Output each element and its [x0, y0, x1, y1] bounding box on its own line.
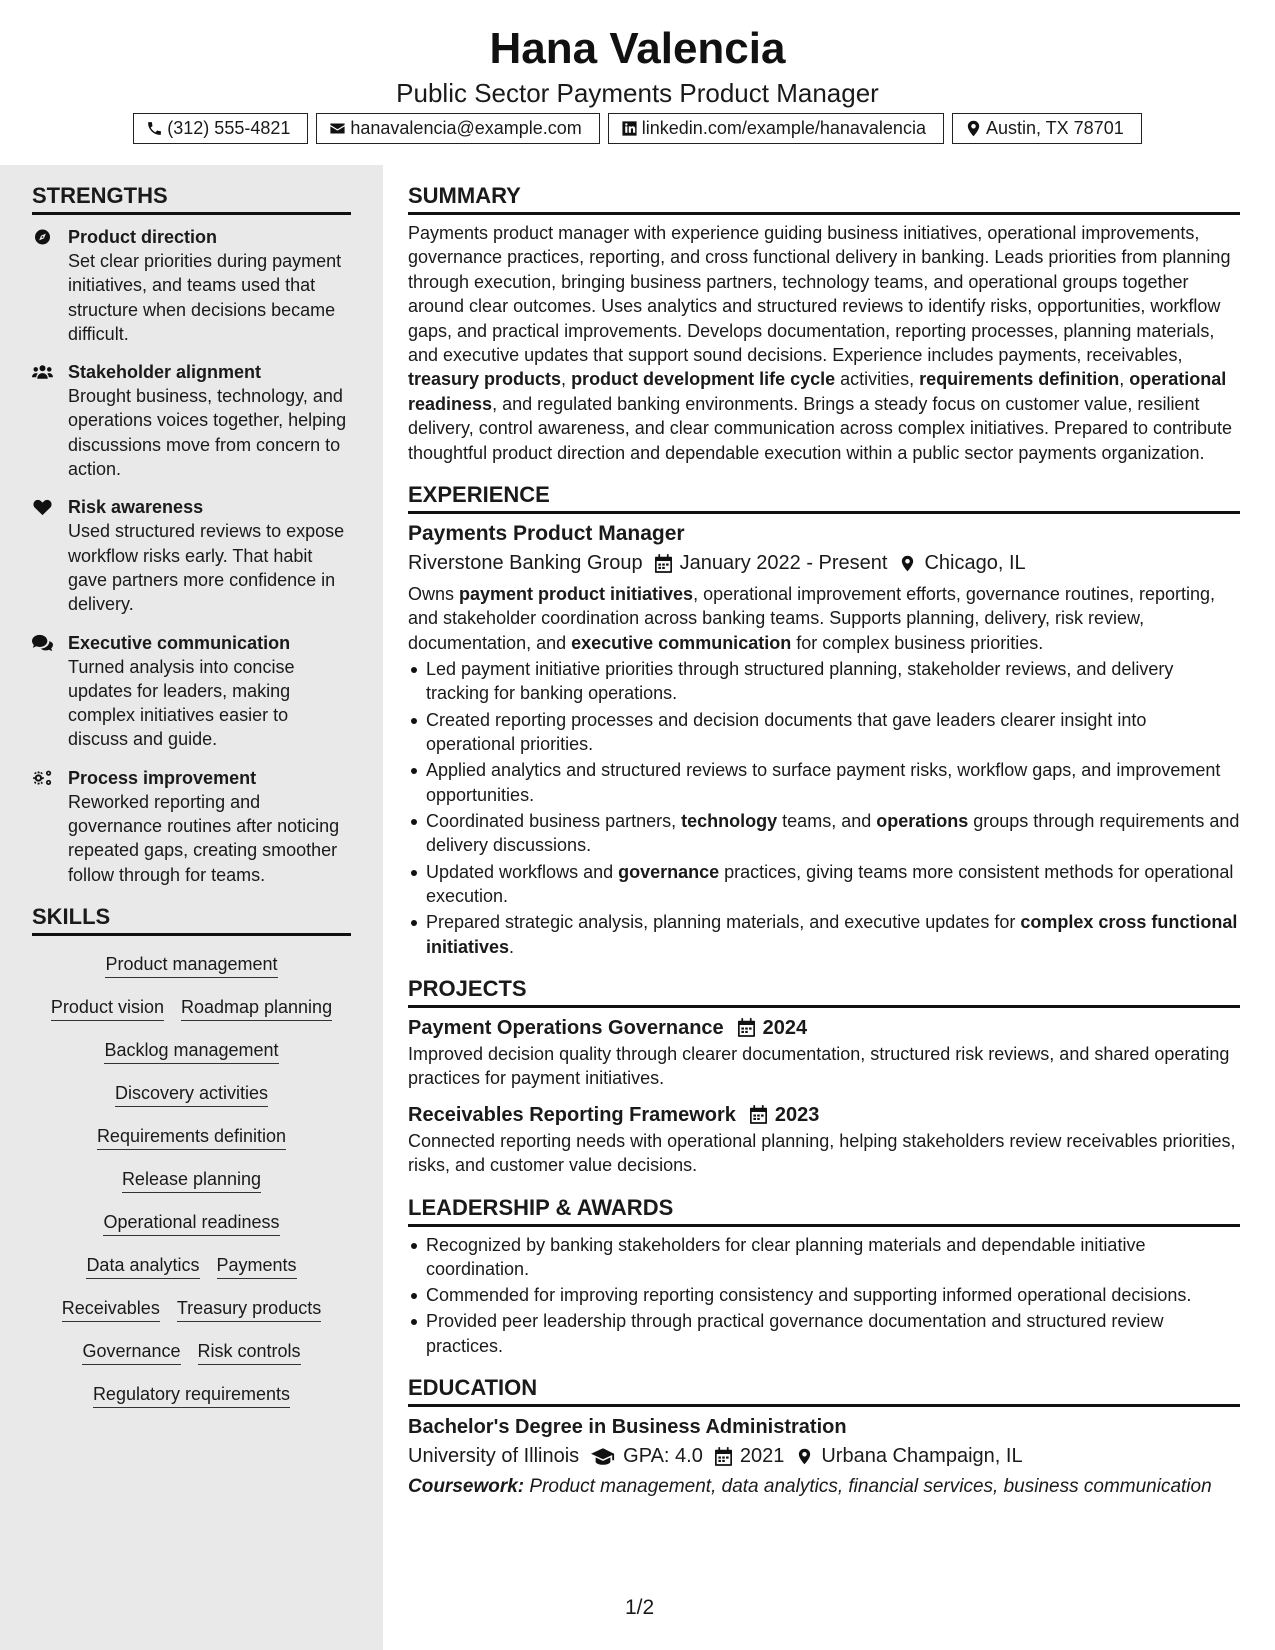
project-year: 2023 — [774, 1103, 820, 1126]
skill-tag: Data analytics — [86, 1253, 199, 1279]
experience-heading: EXPERIENCE — [408, 479, 1240, 514]
gpa: GPA: 4.0 — [623, 1445, 703, 1468]
text-segment: Owns — [408, 584, 460, 605]
bold-text: governance — [618, 861, 720, 882]
skill-tag: Operational readiness — [103, 1210, 279, 1236]
text-segment: teams, and — [777, 810, 877, 831]
project-description: Improved decision quality through clearer documentation, structured risk reviews, and shared operating practices for payment initiatives. — [408, 1043, 1230, 1089]
job-bullets — [408, 657, 1240, 959]
summary-section — [408, 180, 1240, 465]
skill-row — [32, 1382, 351, 1408]
strength-title: Product direction — [68, 227, 218, 247]
skills-heading: SKILLS — [32, 901, 351, 936]
strength-item — [32, 766, 351, 887]
skill-row — [32, 995, 351, 1021]
text-segment: Applied analytics and structured reviews to surface payment risks, workflow gaps, and improvement opportunities. — [426, 760, 1221, 805]
skill-tag: Treasury products — [177, 1296, 321, 1322]
job-bullet — [408, 809, 1240, 858]
bold-text: requirements definition — [919, 369, 1120, 390]
bold-text: operational readiness — [408, 369, 1227, 414]
main-content — [408, 180, 1240, 1513]
job-location: Chicago, IL — [924, 552, 1026, 575]
job-bullet — [408, 758, 1240, 807]
bold-text: complex cross functional initiatives — [426, 912, 1238, 957]
compass-icon — [32, 228, 53, 246]
bold-text: technology — [681, 810, 778, 831]
skill-row — [32, 1038, 351, 1064]
skill-tag: Release planning — [122, 1167, 261, 1193]
leadership-section — [408, 1192, 1240, 1359]
contact-text: hanavalencia@example.com — [350, 118, 582, 138]
degree-title: Bachelor's Degree in Business Administration — [408, 1416, 847, 1439]
location-icon — [796, 1447, 813, 1466]
project-year: 2024 — [762, 1016, 808, 1039]
text-segment: activities, — [835, 369, 920, 390]
calendar-icon — [750, 1105, 767, 1124]
bold-text: payment product initiatives — [459, 584, 694, 605]
calendar-icon — [715, 1447, 732, 1466]
skill-row — [32, 1124, 351, 1150]
text-segment: . — [509, 936, 515, 957]
bold-text: product development life cycle — [571, 369, 836, 390]
project-title: Receivables Reporting Framework — [408, 1103, 736, 1126]
text-segment: Led payment initiative priorities through structured planning, stakeholder reviews, and delivery tracking for banking operations. — [426, 659, 1174, 704]
text-segment: , operational improvement efforts, governance routines, reporting, and stakeholder coordination across banking teams. Supports planning, delivery, risk review, documentation, and — [408, 584, 1216, 653]
strength-item — [32, 495, 351, 616]
projects-heading: PROJECTS — [408, 973, 1240, 1008]
project-item — [408, 1101, 1240, 1178]
candidate-name: Hana Valencia — [489, 24, 786, 73]
contact-email[interactable] — [316, 113, 599, 144]
text-segment: Created reporting processes and decision documents that gave leaders clearer insight into operational priorities. — [426, 709, 1147, 755]
candidate-title: Public Sector Payments Product Manager — [396, 78, 879, 108]
heart-icon — [32, 498, 53, 516]
company-name: Riverstone Banking Group — [408, 552, 643, 575]
bold-text: operations — [876, 810, 969, 831]
text-segment: for complex business priorities. — [791, 632, 1044, 653]
strength-description: Set clear priorities during payment initiatives, and teams used that structure when decisions became difficult. — [68, 251, 342, 344]
summary-heading: SUMMARY — [408, 180, 1240, 215]
school-name: University of Illinois — [408, 1445, 580, 1468]
skill-row — [32, 1167, 351, 1193]
education-heading: EDUCATION — [408, 1372, 1240, 1407]
strength-item — [32, 360, 351, 481]
education-meta — [408, 1441, 1240, 1471]
strength-description: Reworked reporting and governance routines after noticing repeated gaps, creating smoother follow through for teams. — [68, 791, 340, 885]
graduation-year: 2021 — [739, 1445, 785, 1468]
location-icon — [965, 120, 982, 137]
location-icon — [899, 554, 916, 573]
phone-icon — [146, 120, 163, 137]
comments-icon — [32, 634, 53, 652]
bold-text: executive communication — [571, 632, 792, 653]
leadership-bullets — [408, 1233, 1240, 1359]
strength-item — [32, 225, 351, 346]
skill-row — [32, 1253, 351, 1279]
contact-row — [0, 113, 1275, 144]
contact-text: linkedin.com/example/hanavalencia — [641, 118, 926, 138]
users-icon — [32, 363, 53, 381]
text-segment: , and regulated banking environments. Brings a steady focus on customer value, resilient delivery, control awareness, and clear communication across complex initiatives. Prepared to contribute thoughtful product direction and dependable execution within a public sector payments organization. — [408, 393, 1233, 463]
skill-tag: Receivables — [62, 1296, 160, 1322]
page-number: 1/2 — [625, 1596, 655, 1619]
school-location: Urbana Champaign, IL — [821, 1445, 1023, 1468]
contact-text: Austin, TX 78701 — [985, 118, 1124, 138]
skill-row — [32, 1081, 351, 1107]
strength-description: Turned analysis into concise updates for leaders, making complex initiatives easier to discuss and guide. — [68, 656, 295, 750]
job-bullet — [408, 860, 1240, 909]
text-segment: Coordinated business partners, — [426, 810, 682, 831]
strength-item — [32, 631, 351, 752]
leadership-bullet: Commended for improving reporting consistency and supporting informed operational decisions. — [408, 1283, 1240, 1307]
bold-text: treasury products — [408, 369, 562, 390]
skill-row — [32, 1339, 351, 1365]
leadership-bullet: Recognized by banking stakeholders for clear planning materials and dependable initiative coordination. — [408, 1233, 1240, 1282]
skill-tag: Regulatory requirements — [93, 1382, 290, 1408]
skills-list — [32, 952, 351, 1408]
text-segment: , — [1119, 369, 1130, 390]
contact-text: (312) 555-4821 — [167, 118, 291, 138]
contact-linkedin[interactable] — [608, 113, 944, 144]
strength-description: Used structured reviews to expose workflow risks early. That habit gave partners more confidence in delivery. — [68, 521, 345, 615]
coursework — [408, 1475, 1240, 1499]
summary-text — [408, 221, 1240, 465]
envelope-icon — [329, 120, 346, 137]
skill-row — [32, 1296, 351, 1322]
calendar-icon — [655, 554, 672, 573]
skill-tag: Risk controls — [198, 1339, 301, 1365]
skill-tag: Roadmap planning — [181, 995, 332, 1021]
projects-section — [408, 973, 1240, 1178]
skill-row — [32, 1210, 351, 1236]
strength-title: Executive communication — [68, 632, 291, 653]
strength-title: Risk awareness — [68, 497, 204, 518]
text-segment: practices, giving teams more consistent methods for operational execution. — [426, 861, 1234, 906]
graduation-cap-icon — [591, 1447, 615, 1466]
skill-tag: Requirements definition — [97, 1124, 286, 1150]
text-segment: , — [561, 369, 572, 390]
text-segment: groups through requirements and delivery discussions. — [426, 810, 1240, 856]
skill-row — [32, 952, 351, 978]
strengths-heading: STRENGTHS — [32, 180, 351, 215]
coursework-list: Product management, data analytics, financial services, business communication — [524, 1476, 1212, 1498]
text-segment: Updated workflows and — [426, 861, 619, 882]
job-bullet — [408, 708, 1240, 757]
contact-phone[interactable] — [133, 113, 308, 144]
sidebar — [32, 180, 351, 1425]
skill-tag: Product management — [105, 952, 277, 978]
skill-tag: Governance — [82, 1339, 180, 1365]
project-title: Payment Operations Governance — [408, 1016, 724, 1039]
text-segment: Payments product manager with experience guiding business initiatives, operational improvements, governance practices, reporting, and cross functional delivery in banking. Leads priorities from planning through execution, bringing business partners, technology teams, and operational groups together around clear outcomes. Uses analytics and structured reviews to identify risks, opportunities, workflow gaps, and practical improvements. Develops documentation, reporting processes, planning materials, and executive updates that support sound decisions. Experience includes payments, receivables, — [408, 223, 1231, 366]
skill-tag: Backlog management — [104, 1038, 278, 1064]
project-description: Connected reporting needs with operational planning, helping stakeholders review receivables priorities, risks, and customer value decisions. — [408, 1130, 1236, 1176]
linkedin-icon — [621, 120, 638, 137]
resume-header — [0, 20, 1275, 108]
leadership-bullet: Provided peer leadership through practical governance documentation and structured review practices. — [408, 1309, 1240, 1358]
text-segment: Prepared strategic analysis, planning materials, and executive updates for — [426, 912, 1021, 933]
cogs-icon — [32, 769, 53, 787]
coursework-label: Coursework: — [408, 1476, 525, 1498]
strength-title: Process improvement — [68, 767, 257, 788]
job-bullet — [408, 657, 1240, 706]
experience-section — [408, 479, 1240, 959]
skill-tag: Product vision — [51, 995, 164, 1021]
education-section — [408, 1372, 1240, 1499]
calendar-icon — [738, 1018, 755, 1037]
leadership-heading: LEADERSHIP & AWARDS — [408, 1192, 1240, 1227]
strength-title: Stakeholder alignment — [68, 362, 262, 383]
job-bullet — [408, 910, 1240, 959]
job-dates: January 2022 - Present — [679, 552, 888, 575]
skill-tag: Discovery activities — [115, 1081, 268, 1107]
job-intro — [408, 582, 1240, 655]
job-meta — [408, 548, 1240, 578]
strength-description: Brought business, technology, and operations voices together, helping discussions move from concern to action. — [68, 386, 347, 480]
job-title: Payments Product Manager — [408, 522, 685, 546]
skill-tag: Payments — [217, 1253, 297, 1279]
contact-location — [952, 113, 1142, 144]
project-item — [408, 1014, 1240, 1091]
